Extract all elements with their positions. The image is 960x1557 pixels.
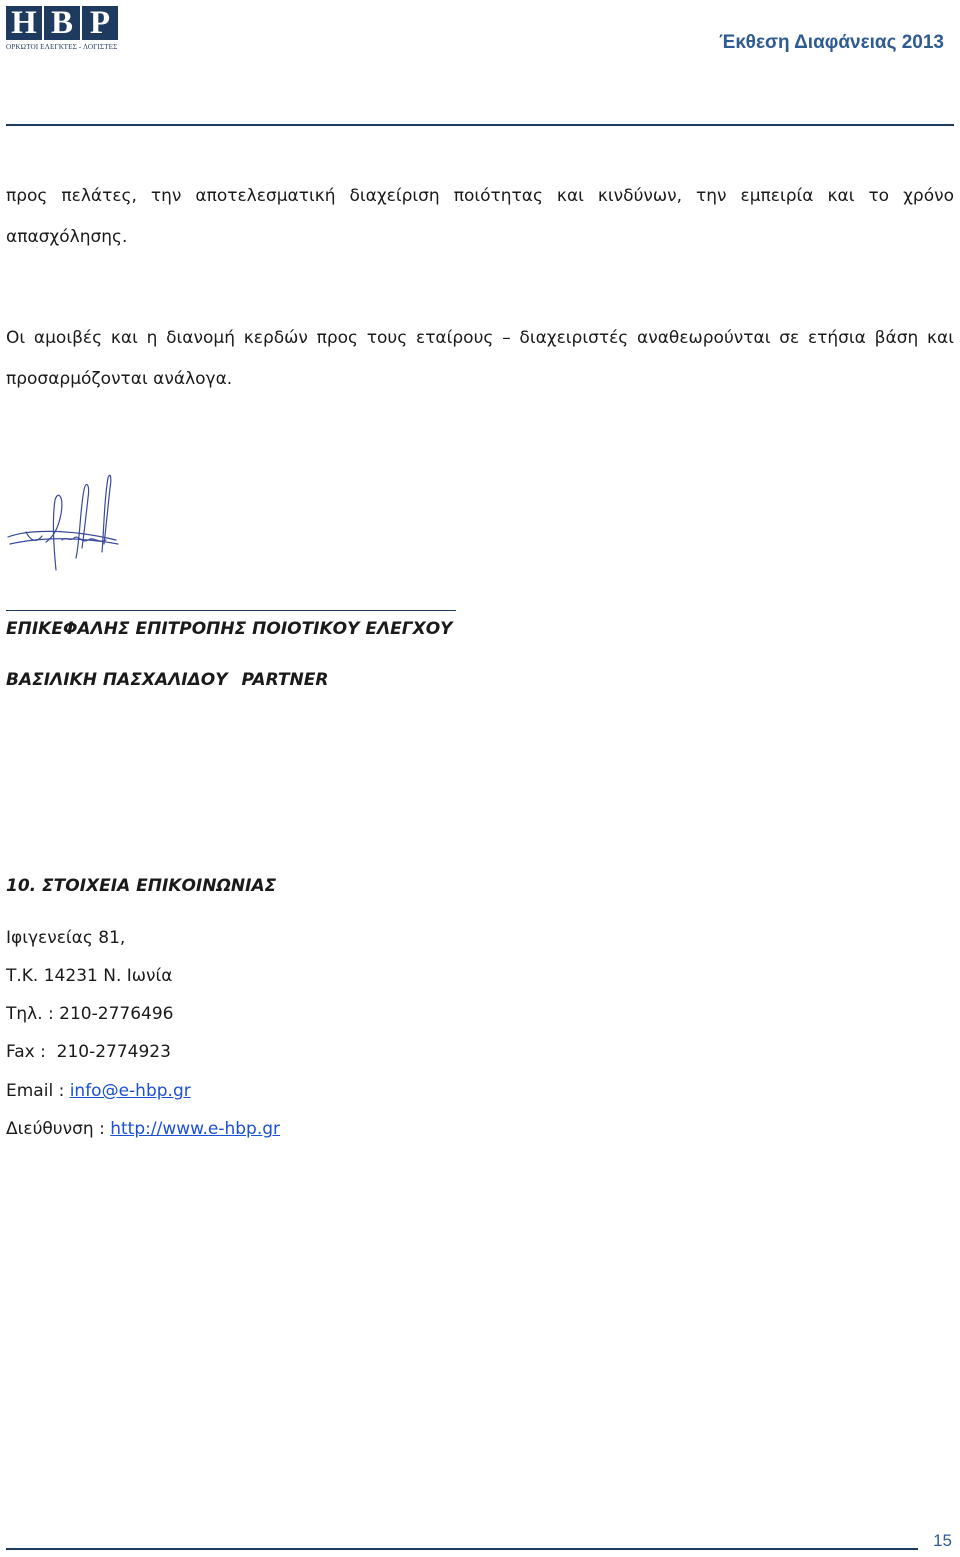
fax-line (6, 1042, 171, 1062)
logo-letters (6, 6, 119, 40)
logo-letter-p: P (82, 6, 118, 40)
phone-number: 210-2776496 (59, 1004, 174, 1024)
signature-line (6, 610, 456, 611)
email-link[interactable]: info@e-hbp.gr (69, 1081, 191, 1101)
signatory-title: PARTNER (241, 670, 329, 690)
handwritten-signature (6, 470, 121, 576)
fax-label: Fax : (6, 1042, 57, 1062)
page-number: 15 (933, 1531, 952, 1550)
address-street: Ιφιγενείας 81, (6, 928, 126, 948)
hbp-logo (6, 6, 119, 52)
website-link[interactable]: http://www.e-hbp.gr (110, 1119, 281, 1139)
logo-subtitle: ΟΡΚΩΤΟΙ ΕΛΕΓΚΤΕΣ - ΛΟΓΙΣΤΕΣ (6, 43, 118, 51)
address-postcode: Τ.Κ. 14231 Ν. Ιωνία (6, 966, 173, 986)
paragraph-continuation: προς πελάτες, την αποτελεσματική διαχείριση ποιότητας και κινδύνων, την εμπειρία και το χρόνο απασχόλησης. (6, 186, 954, 247)
signatory-name: ΒΑΣΙΛΙΚΗ ΠΑΣΧΑΛΙΔΟΥ (6, 670, 228, 690)
signatory-role: ΕΠΙΚΕΦΑΛΗΣ ΕΠΙΤΡΟΠΗΣ ΠΟΙΟΤΙΚΟΥ ΕΛΕΓΧΟΥ (6, 619, 453, 639)
contact-heading: 10. ΣΤΟΙΧΕΙΑ ΕΠΙΚΟΙΝΩΝΙΑΣ (6, 876, 277, 896)
phone-label: Τηλ. : (6, 1004, 60, 1024)
footer-divider (6, 1548, 918, 1550)
email-line (6, 1081, 191, 1101)
header-divider (6, 124, 954, 126)
signatory-name-line (6, 670, 328, 690)
website-line (6, 1119, 280, 1139)
fax-number: 210-2774923 (56, 1042, 171, 1062)
logo-letter-h: H (6, 6, 42, 40)
logo-letter-b: B (44, 6, 80, 40)
report-title: Έκθεση Διαφάνειας 2013 (719, 32, 944, 53)
paragraph-remuneration: Οι αμοιβές και η διανομή κερδών προς τους εταίρους – διαχειριστές αναθεωρούνται σε ετήσια βάση και προσαρμόζονται ανάλογα. (6, 328, 954, 389)
phone-line (6, 1004, 173, 1024)
website-label: Διεύθυνση : (6, 1119, 111, 1139)
email-label: Email : (6, 1081, 70, 1101)
